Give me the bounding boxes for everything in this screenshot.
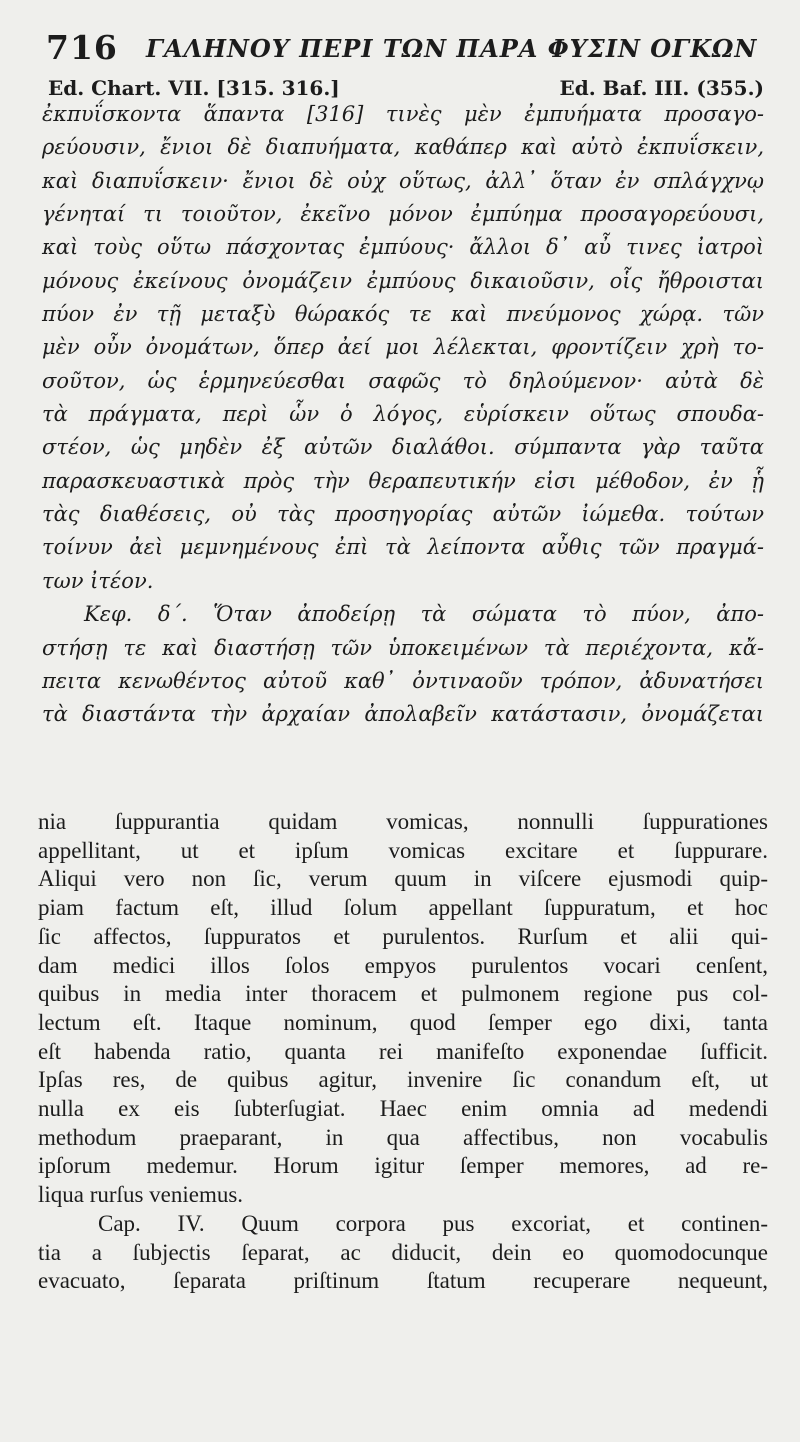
edition-reference-right: Ed. Baf. III. (355.) xyxy=(559,76,764,100)
latin-line: Ipſas res, de quibus agitur, invenire ſic conandum eſt, ut xyxy=(38,1067,768,1093)
greek-line: καὶ διαπυΐσκειν· ἔνιοι δὲ οὐχ οὕτως, ἀλλ᾿ ὅταν ἐν σπλάγχνῳ xyxy=(42,168,764,193)
greek-line: τὰ πράγματα, περὶ ὧν ὁ λόγος, εὑρίσκειν οὕτως σπουδα- xyxy=(42,402,764,427)
page-number: 716 xyxy=(46,28,118,67)
greek-line: παρασκευαστικὰ πρὸς τὴν θεραπευτικήν εἰσι μέθοδον, ἐν ᾗ xyxy=(42,468,764,493)
latin-chapter-heading-line: Cap. IV. Quum corpora pus excoriat, et continen- xyxy=(98,1210,768,1236)
greek-text-block xyxy=(42,98,764,732)
greek-line: ρεύουσιν, ἔνιοι δὲ διαπυήματα, καθάπερ καὶ αὐτὸ ἐκπυΐσκειν, xyxy=(42,135,764,160)
greek-line: ἐκπυΐσκοντα ἅπαντα [316] τινὲς μὲν ἐμπυήματα προσαγο- xyxy=(42,102,764,126)
greek-line: στέον, ὡς μηδὲν ἐξ αὐτῶν διαλάθοι. σύμπαντα γὰρ ταῦτα xyxy=(42,435,764,460)
latin-text-block xyxy=(38,808,768,1296)
latin-line: ſic affectos, ſuppuratos et purulentos. Rurſum et alii qui- xyxy=(38,923,768,949)
latin-line: Aliqui vero non ſic, verum quum in viſcere ejusmodi quip- xyxy=(38,866,768,892)
greek-line: σοῦτον, ὡς ἑρμηνεύεσθαι σαφῶς τὸ δηλούμενον· αὐτὰ δὲ xyxy=(42,368,764,393)
latin-line: tia a ſubjectis ſeparat, ac diducit, dein eo quomodocunque xyxy=(38,1239,768,1265)
page-header xyxy=(38,28,768,68)
greek-line: πειτα κενωθέντος αὐτοῦ καθ᾿ ὀντιναοῦν τρόπον, ἀδυνατήσει xyxy=(42,668,764,693)
latin-line: eſt habenda ratio, quanta rei manifeſto exponendae ſufficit. xyxy=(38,1038,768,1064)
greek-line: των ἰτέον. xyxy=(42,568,154,593)
latin-line: appellitant, ut et ipſum vomicas excitare et ſuppurare. xyxy=(38,837,768,863)
greek-chapter-heading-line: Κεφ. δ΄. Ὅταν ἀποδείρῃ τὰ σώματα τὸ πύον, ἀπο- xyxy=(84,602,764,627)
latin-line: methodum praeparant, in qua affectibus, non vocabulis xyxy=(38,1124,768,1150)
latin-line: liqua rurſus veniemus. xyxy=(38,1182,244,1208)
latin-line: evacuato, ſeparata priſtinum ſtatum recuperare nequeunt, xyxy=(38,1268,768,1294)
latin-line: ipſorum medemur. Horum igitur ſemper memores, ad re- xyxy=(38,1153,768,1179)
latin-line: quibus in media inter thoracem et pulmonem regione pus col- xyxy=(38,981,768,1007)
greek-line: στήσῃ τε καὶ διαστήσῃ τῶν ὑποκειμένων τὰ περιέχοντα, κἄ- xyxy=(42,635,764,660)
greek-line: τοίνυν ἀεὶ μεμνημένους ἐπὶ τὰ λείποντα αὖθις τῶν πραγμά- xyxy=(42,535,764,560)
latin-line: dam medici illos ſolos empyos purulentos vocari cenſent, xyxy=(38,952,768,978)
greek-line: τὰς διαθέσεις, οὐ τὰς προσηγορίας αὐτῶν ἰώμεθα. τούτων xyxy=(42,502,764,527)
latin-line: nulla ex eis ſubterſugiat. Haec enim omnia ad medendi xyxy=(38,1096,768,1122)
latin-line: piam factum eſt, illud ſolum appellant ſuppuratum, et hoc xyxy=(38,895,768,921)
latin-line: lectum eſt. Itaque nominum, quod ſemper ego dixi, tanta xyxy=(38,1009,768,1035)
greek-line: γένηταί τι τοιοῦτον, ἐκεῖνο μόνον ἐμπύημα προσαγορεύουσι, xyxy=(42,202,764,227)
running-title: ΓΑΛΗΝΟΥ ΠΕΡΙ ΤΩΝ ΠΑΡΑ ΦΥΣΙΝ ΟΓΚΩΝ xyxy=(146,34,758,63)
greek-line: πύον ἐν τῇ μεταξὺ θώρακός τε καὶ πνεύμονος χώρᾳ. τῶν xyxy=(42,302,764,327)
greek-line: μόνους ἐκείνους ὀνομάζειν ἐμπύους δικαιοῦσιν, οἷς ἤθροισται xyxy=(42,268,764,293)
greek-line: καὶ τοὺς οὕτω πάσχοντας ἐμπύους· ἄλλοι δ᾿ αὖ τινες ἰατροὶ xyxy=(42,235,764,260)
latin-line: nia ſuppurantia quidam vomicas, nonnulli ſuppurationes xyxy=(38,809,768,834)
edition-reference-left: Ed. Chart. VII. [315. 316.] xyxy=(48,76,340,100)
greek-line: μὲν οὖν ὀνομάτων, ὅπερ ἀεί μοι λέλεκται, φροντίζειν χρὴ το- xyxy=(42,335,764,360)
greek-line: τὰ διαστάντα τὴν ἀρχαίαν ἀπολαβεῖν κατάστασιν, ὀνομάζεται xyxy=(42,702,764,727)
